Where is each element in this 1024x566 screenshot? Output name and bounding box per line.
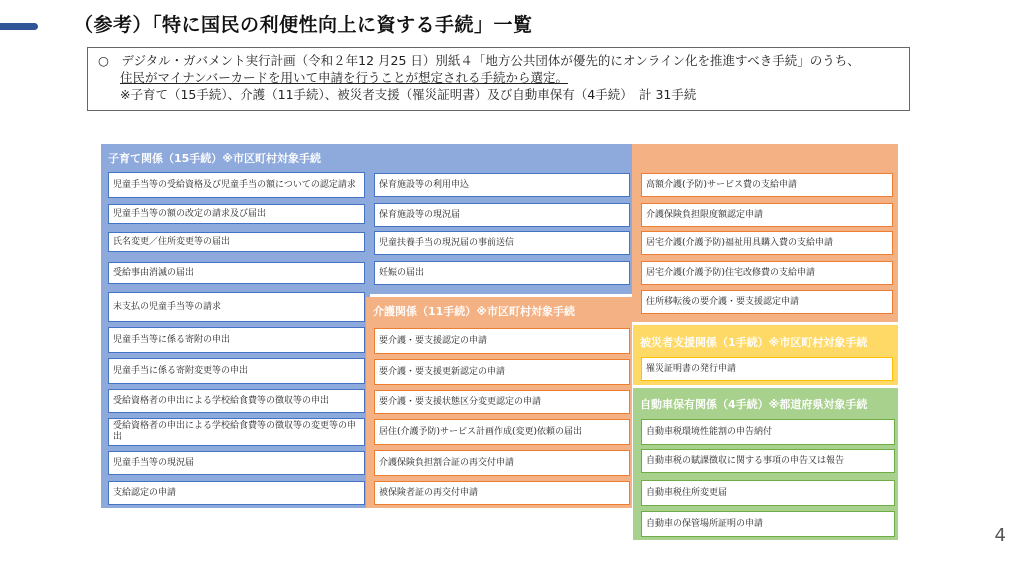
childcare-item: 児童手当に係る寄附変更等の申出 [108, 358, 365, 384]
note-line-2: 住民がマイナンバーカードを用いて申請を行うことが想定される手続から選定。 [120, 70, 569, 85]
care-panel-top [632, 144, 898, 168]
care-item: 被保険者証の再交付申請 [374, 481, 630, 505]
childcare-item: 支給認定の申請 [108, 481, 365, 505]
care-item: 要介護・要支援更新認定の申請 [374, 359, 630, 385]
page-title: （参考）「特に国民の利便性向上に資する手続」一覧 [74, 14, 533, 36]
vehicle-header: 自動車保有関係（4手続）※都道府県対象手続 [640, 398, 868, 411]
care-item: 居宅介護(介護予防)福祉用具購入費の支給申請 [641, 231, 893, 255]
disaster-header: 被災者支援関係（1手続）※市区町村対象手続 [640, 336, 868, 349]
disaster-item: 罹災証明書の発行申請 [641, 357, 893, 381]
vehicle-item: 自動車税の賦課徴収に関する事項の申告又は報告 [641, 449, 895, 473]
note-box [87, 47, 910, 111]
childcare-item: 児童扶養手当の現況届の事前送信 [374, 231, 630, 255]
childcare-item: 受給資格者の申出による学校給食費等の徴収等の申出 [108, 389, 365, 413]
care-item: 住所移転後の要介護・要支援認定申請 [641, 290, 893, 314]
vehicle-item: 自動車の保管場所証明の申請 [641, 511, 895, 537]
childcare-item: 児童手当等に係る寄附の申出 [108, 327, 365, 353]
childcare-item: 児童手当等の受給資格及び児童手当の額についての認定請求 [108, 172, 365, 198]
note-line-3: ※子育て（15手続）、介護（11手続）、被災者支援（罹災証明書）及び自動車保有（4手続） 計 31手続 [120, 87, 697, 102]
childcare-item: 氏名変更／住所変更等の届出 [108, 232, 365, 252]
childcare-item: 未支払の児童手当等の請求 [108, 292, 365, 322]
childcare-item: 児童手当等の現況届 [108, 451, 365, 475]
childcare-item: 受給事由消滅の届出 [108, 262, 365, 284]
page-number: 4 [994, 525, 1006, 546]
care-header: 介護関係（11手続）※市区町村対象手続 [373, 305, 576, 318]
care-item: 居宅介護(介護予防)住宅改修費の支給申請 [641, 261, 893, 285]
care-item: 居住(介護予防)サービス計画作成(変更)依頼の届出 [374, 419, 630, 445]
care-item: 介護保険負担割合証の再交付申請 [374, 450, 630, 476]
note-line-1: ○ デジタル・ガバメント実行計画（令和２年12 月25 日）別紙４「地方公共団体が優先的にオンライン化を推進すべき手続」のうち、 [98, 53, 860, 68]
care-item: 要介護・要支援状態区分変更認定の申請 [374, 390, 630, 414]
care-item: 要介護・要支援認定の申請 [374, 328, 630, 354]
childcare-item: 受給資格者の申出による学校給食費等の徴収等の変更等の申出 [108, 418, 365, 446]
vehicle-item: 自動車税環境性能割の申告納付 [641, 419, 895, 445]
accent-bar [0, 23, 38, 30]
childcare-item: 保育施設等の現況届 [374, 203, 630, 227]
care-item: 高額介護(予防)サービス費の支給申請 [641, 173, 893, 197]
childcare-item: 妊娠の届出 [374, 261, 630, 285]
care-item: 介護保険負担限度額認定申請 [641, 203, 893, 227]
childcare-item: 児童手当等の額の改定の請求及び届出 [108, 204, 365, 224]
childcare-header: 子育て関係（15手続）※市区町村対象手続 [108, 152, 322, 165]
vehicle-item: 自動車税住所変更届 [641, 480, 895, 506]
childcare-item: 保育施設等の利用申込 [374, 173, 630, 197]
